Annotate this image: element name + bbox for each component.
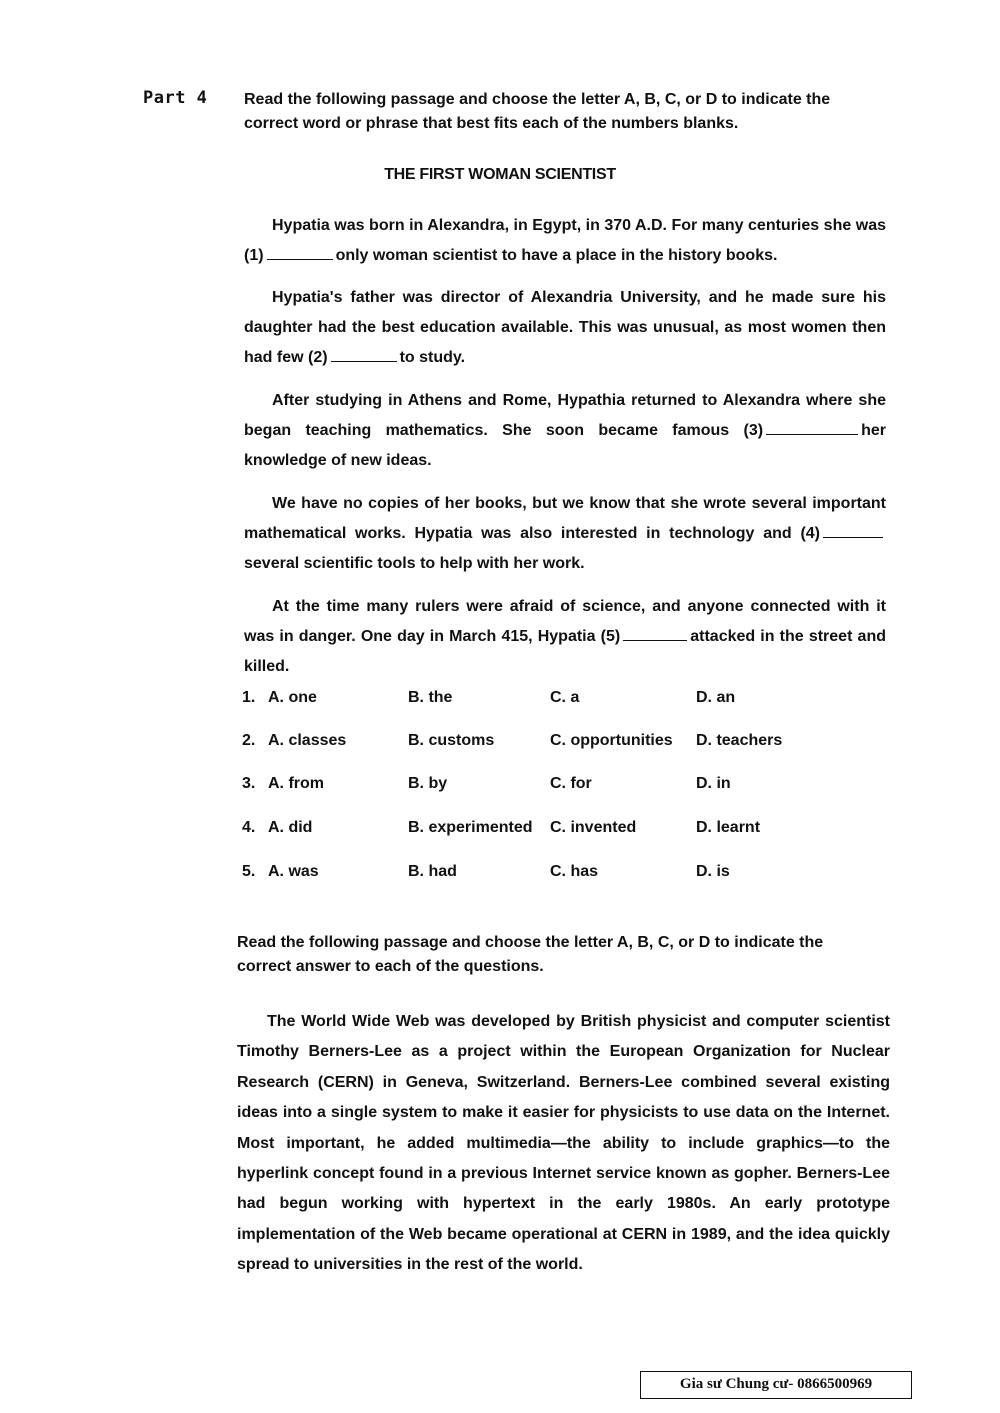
question-number: 4. (242, 819, 256, 836)
paragraph-5-text-b: attacked in the street and killed. (244, 628, 886, 675)
question-number: 1. (242, 689, 256, 706)
paragraph-2-text-a: Hypatia's father was director of Alexandria University, and he made sure his daughter had the best education available. This was unusual, as most women then had few (2) (244, 289, 886, 366)
question-number: 3. (242, 775, 256, 792)
option-d[interactable]: D. is (696, 863, 730, 880)
option-a[interactable]: A. one (268, 689, 317, 706)
option-a[interactable]: A. classes (268, 732, 347, 749)
option-a[interactable]: A. was (268, 863, 319, 880)
paragraph-5-text-a: At the time many rulers were afraid of science, and anyone connected with it was in danger. One day in March 415, Hypatia (5) (244, 598, 886, 645)
option-a[interactable]: A. from (268, 775, 324, 792)
passage-title: THE FIRST WOMAN SCIENTIST (384, 166, 616, 183)
option-c[interactable]: C. has (550, 863, 599, 880)
option-d[interactable]: D. learnt (696, 819, 761, 836)
paragraph-4-text-b: several scientific tools to help with her work. (244, 555, 585, 572)
footer-contact-box: Gia sư Chung cư- 0866500969 (640, 1371, 912, 1399)
paragraph-1 (244, 211, 886, 271)
option-d[interactable]: D. in (696, 775, 731, 792)
paragraph-4 (244, 489, 886, 579)
instruction-line-1: Read the following passage and choose the letter A, B, C, or D to indicate the (237, 934, 824, 951)
option-a[interactable]: A. did (268, 819, 313, 836)
passage-text-a: The World Wide Web was developed by British physicist and computer scientist Timothy Berners-Lee as a project within the European Organization for Nuclear Research (CERN) in Geneva, Switzerland. Berners-Lee combined several existing ideas into a single system to make it easier for physicists to use data on the Internet. Most important, he added multimedia—the ability to include graphics—to the (237, 1013, 890, 1152)
option-b[interactable]: B. the (408, 689, 453, 706)
passage-text-b: concept found in a previous Internet service known as gopher. Berners-Lee had begun working with hypertext in the early 1980s. An early prototype implementation of the Web became operational at CERN in 1989, and the idea quickly spread to universities in the rest of the world. (237, 1165, 890, 1274)
paragraph-2-text-b: to study. (399, 349, 466, 366)
part-label: Part 4 (143, 88, 208, 108)
instruction-line-2: correct answer to each of the questions. (237, 958, 544, 975)
option-c[interactable]: C. a (550, 689, 580, 706)
option-b[interactable]: B. by (408, 775, 448, 792)
reading-passage (237, 1007, 890, 1281)
highlighted-word: hyperlink (237, 1165, 309, 1183)
part2-instruction (237, 931, 897, 979)
option-b[interactable]: B. customs (408, 732, 495, 749)
paragraph-2 (244, 283, 886, 373)
blank-1 (267, 245, 333, 260)
blank-4 (823, 523, 883, 538)
question-number: 2. (242, 732, 256, 749)
paragraph-5 (244, 592, 886, 682)
blank-5 (623, 626, 687, 641)
paragraph-3 (244, 386, 886, 476)
instruction-line-1: Read the following passage and choose the letter A, B, C, or D to indicate the (244, 91, 831, 108)
paragraph-4-text-a: We have no copies of her books, but we know that she wrote several important mathematical works. Hypatia was also interested in technology and (4) (244, 495, 886, 542)
option-d[interactable]: D. teachers (696, 732, 783, 749)
option-c[interactable]: C. opportunities (550, 732, 673, 749)
part4-instruction (244, 88, 894, 136)
question-number: 5. (242, 863, 256, 880)
paragraph-1-text-b: only woman scientist to have a place in the history books. (335, 247, 778, 264)
blank-3 (766, 420, 858, 435)
instruction-line-2: correct word or phrase that best fits each of the numbers blanks. (244, 115, 739, 132)
option-b[interactable]: B. had (408, 863, 457, 880)
option-b[interactable]: B. experimented (408, 819, 533, 836)
option-c[interactable]: C. for (550, 775, 592, 792)
paragraph-3-text-b: her knowledge of new ideas. (244, 422, 886, 469)
option-d[interactable]: D. an (696, 689, 736, 706)
paragraph-1-text-a: Hypatia was born in Alexandra, in Egypt, in 370 A.D. For many centuries she was (1) (244, 217, 886, 264)
blank-2 (331, 347, 397, 362)
paragraph-3-text-a: After studying in Athens and Rome, Hypathia returned to Alexandra where she began teaching mathematics. She soon became famous (3) (244, 392, 886, 439)
option-c[interactable]: C. invented (550, 819, 637, 836)
